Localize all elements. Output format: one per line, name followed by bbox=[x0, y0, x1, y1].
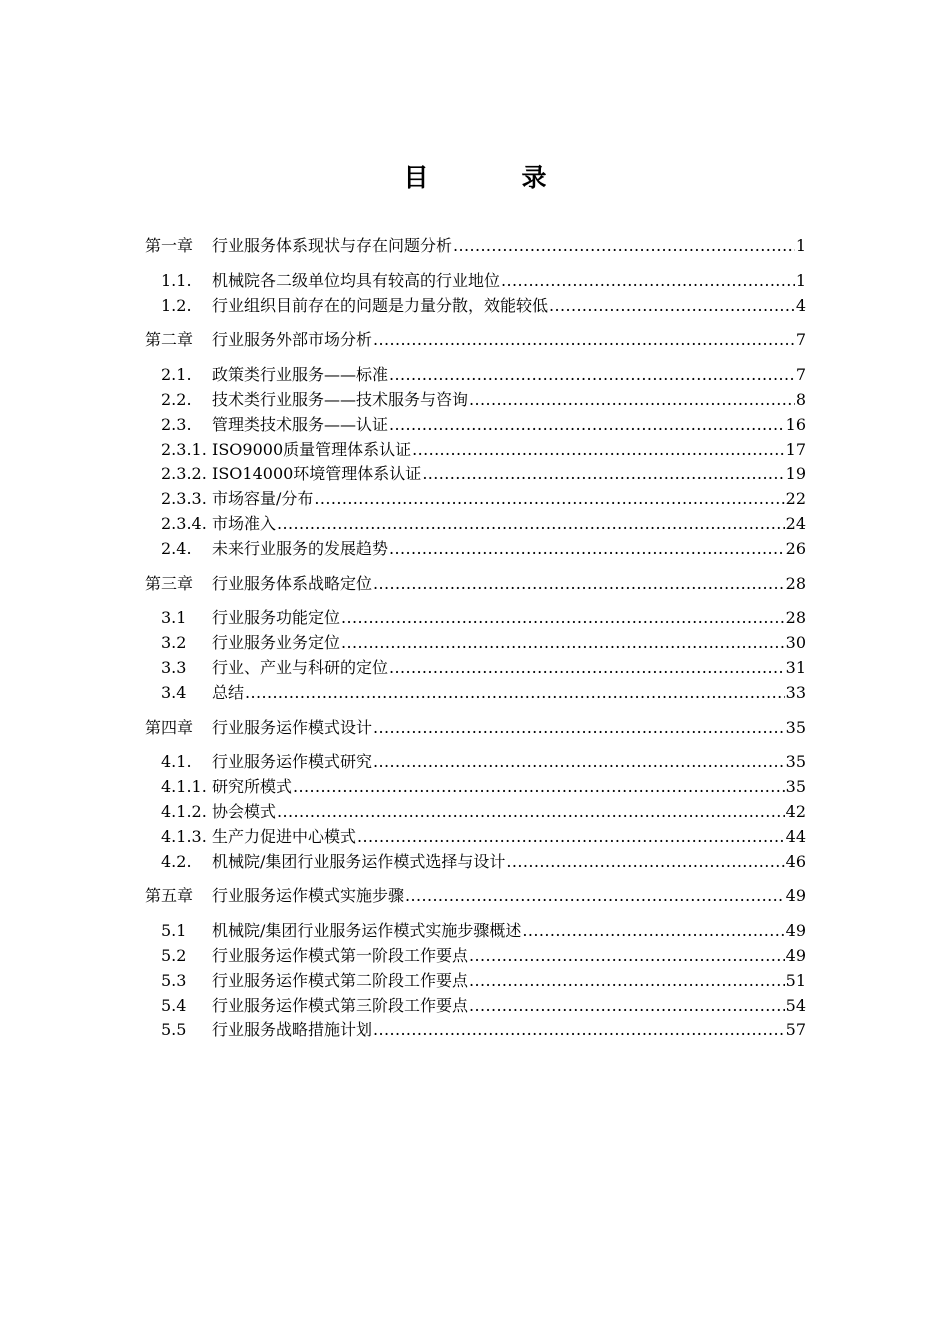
toc-section-entry[interactable] bbox=[145, 825, 806, 850]
toc-page-number: 26 bbox=[785, 538, 806, 558]
toc-page-number: 7 bbox=[795, 330, 806, 350]
toc-page-number: 35 bbox=[785, 717, 806, 737]
toc-entry-title: 行业、产业与科研的定位 bbox=[212, 657, 389, 677]
toc-section-entry[interactable] bbox=[145, 363, 806, 388]
toc-page-number: 22 bbox=[785, 489, 806, 509]
toc-leader-dots bbox=[469, 944, 785, 968]
toc-leader-dots bbox=[389, 537, 785, 561]
toc-entry-title: 机械院各二级单位均具有较高的行业地位 bbox=[212, 270, 501, 290]
toc-leader-dots bbox=[373, 716, 785, 740]
toc-entry-number: 4.1.1. bbox=[161, 777, 207, 797]
toc-entry-number: 5.1 bbox=[161, 921, 187, 941]
toc-chapter-entry[interactable] bbox=[145, 716, 806, 741]
toc-entry-title: 行业服务业务定位 bbox=[212, 633, 341, 653]
toc-leader-dots bbox=[341, 631, 785, 655]
toc-page-number: 7 bbox=[795, 365, 806, 385]
toc-entry-title: 行业服务体系现状与存在问题分析 bbox=[212, 236, 453, 255]
toc-entry-number: 3.2 bbox=[161, 633, 187, 653]
toc-entry-title: 总结 bbox=[212, 682, 245, 702]
toc-entry-number: 5.4 bbox=[161, 995, 187, 1015]
toc-leader-dots bbox=[277, 800, 785, 824]
toc-section-entry[interactable] bbox=[145, 775, 806, 800]
toc-leader-dots bbox=[389, 656, 785, 680]
toc-page-number: 17 bbox=[785, 439, 806, 459]
toc-entry-number: 2.3.3. bbox=[161, 489, 207, 509]
toc-section-entry[interactable] bbox=[145, 969, 806, 994]
toc-entry-number: 1.2. bbox=[161, 295, 192, 315]
toc-leader-dots bbox=[341, 606, 785, 630]
toc-chapter-entry[interactable] bbox=[145, 328, 806, 353]
toc-section-entry[interactable] bbox=[145, 388, 806, 413]
toc-entry-number: 1.1. bbox=[161, 270, 192, 290]
toc-entry-number: 第四章 bbox=[145, 717, 194, 737]
toc-entry-number: 3.1 bbox=[161, 608, 187, 628]
toc-section-entry[interactable] bbox=[145, 438, 806, 463]
toc-section-entry[interactable] bbox=[145, 631, 806, 656]
toc-chapter-entry[interactable] bbox=[145, 884, 806, 909]
toc-entry-number: 2.1. bbox=[161, 365, 192, 385]
toc-entry-number: 2.3.4. bbox=[161, 513, 207, 533]
toc-section-entry[interactable] bbox=[145, 462, 806, 487]
toc-entry-title: 行业服务运作模式第一阶段工作要点 bbox=[212, 945, 469, 965]
toc-section-entry[interactable] bbox=[145, 750, 806, 775]
toc-page-number: 24 bbox=[785, 513, 806, 533]
toc-section-entry[interactable] bbox=[145, 681, 806, 706]
toc-chapter-entry[interactable] bbox=[145, 234, 806, 259]
toc-entry-title: 生产力促进中心模式 bbox=[212, 826, 357, 846]
toc-leader-dots bbox=[469, 969, 785, 993]
toc-section-entry[interactable] bbox=[145, 413, 806, 438]
toc-entry-number: 4.1.3. bbox=[161, 826, 207, 846]
toc-entry-title: 管理类技术服务——认证 bbox=[212, 414, 389, 434]
toc-page-number: 16 bbox=[785, 414, 806, 434]
toc-leader-dots bbox=[277, 512, 785, 536]
toc-section-entry[interactable] bbox=[145, 944, 806, 969]
toc-entry-title: 行业服务运作模式第三阶段工作要点 bbox=[212, 995, 469, 1015]
toc-section-entry[interactable] bbox=[145, 294, 806, 319]
toc-entry-number: 第二章 bbox=[145, 330, 194, 350]
toc-leader-dots bbox=[501, 269, 795, 293]
toc-section-entry[interactable] bbox=[145, 487, 806, 512]
toc-page-number: 49 bbox=[785, 921, 806, 941]
toc-entry-number: 2.3. bbox=[161, 414, 192, 434]
toc-entry-number: 5.5 bbox=[161, 1020, 187, 1040]
toc-entry-title: ISO9000质量管理体系认证 bbox=[212, 439, 412, 459]
toc-page-number: 28 bbox=[785, 608, 806, 628]
toc-section-entry[interactable] bbox=[145, 919, 806, 944]
toc-entry-number: 3.3 bbox=[161, 657, 187, 677]
toc-entry-title: 机械院/集团行业服务运作模式选择与设计 bbox=[212, 851, 506, 871]
toc-page-number: 35 bbox=[785, 752, 806, 772]
toc-entry-title: 未来行业服务的发展趋势 bbox=[212, 538, 389, 558]
toc-leader-dots bbox=[314, 487, 784, 511]
toc-entry-title: 技术类行业服务——技术服务与咨询 bbox=[212, 389, 469, 409]
toc-entry-title: 行业服务运作模式研究 bbox=[212, 752, 373, 772]
toc-entry-number: 2.2. bbox=[161, 389, 192, 409]
toc-leader-dots bbox=[522, 919, 784, 943]
toc-entry-title: 市场准入 bbox=[212, 513, 277, 533]
toc-entry-number: 5.3 bbox=[161, 970, 187, 990]
toc-page-number: 46 bbox=[785, 851, 806, 871]
toc-section-entry[interactable] bbox=[145, 537, 806, 562]
toc-entry-number: 4.1.2. bbox=[161, 801, 207, 821]
toc-leader-dots bbox=[373, 750, 785, 774]
toc-page-number: 30 bbox=[785, 633, 806, 653]
toc-entry-number: 2.4. bbox=[161, 538, 192, 558]
toc-leader-dots bbox=[373, 328, 795, 352]
toc-entry-title: 行业服务战略措施计划 bbox=[212, 1020, 373, 1040]
toc-leader-dots bbox=[373, 572, 785, 596]
toc-leader-dots bbox=[506, 850, 784, 874]
toc-page-number: 42 bbox=[785, 801, 806, 821]
toc-entry-title: 市场容量/分布 bbox=[212, 489, 314, 509]
toc-section-entry[interactable] bbox=[145, 512, 806, 537]
toc-entry-number: 第三章 bbox=[145, 573, 194, 593]
toc-section-entry[interactable] bbox=[145, 1018, 806, 1043]
toc-leader-dots bbox=[293, 775, 785, 799]
toc-page-number: 44 bbox=[785, 826, 806, 846]
toc-entry-title: 行业服务功能定位 bbox=[212, 608, 341, 628]
toc-page-number: 1 bbox=[795, 236, 806, 255]
toc-page-number: 57 bbox=[785, 1020, 806, 1040]
toc-leader-dots bbox=[389, 413, 785, 437]
toc-entry-title: 研究所模式 bbox=[212, 777, 293, 797]
toc-leader-dots bbox=[245, 681, 785, 705]
toc-entry-title: 政策类行业服务——标准 bbox=[212, 365, 389, 385]
toc-entry-number: 3.4 bbox=[161, 682, 187, 702]
toc-page-number: 19 bbox=[785, 464, 806, 484]
toc-entry-number: 5.2 bbox=[161, 945, 187, 965]
toc-entry-number: 第五章 bbox=[145, 886, 194, 906]
toc-entry-number: 第一章 bbox=[145, 236, 194, 255]
toc-section-entry[interactable] bbox=[145, 269, 806, 294]
toc-page-number: 31 bbox=[785, 657, 806, 677]
toc-page-number: 33 bbox=[785, 682, 806, 702]
toc-entry-number: 4.2. bbox=[161, 851, 192, 871]
toc-page-number: 28 bbox=[785, 573, 806, 593]
toc-entry-number: 2.3.2. bbox=[161, 464, 207, 484]
toc-entry-title: 机械院/集团行业服务运作模式实施步骤概述 bbox=[212, 921, 522, 941]
toc-entry-title: ISO14000环境管理体系认证 bbox=[212, 464, 422, 484]
toc-leader-dots bbox=[469, 388, 795, 412]
toc-page-number: 35 bbox=[785, 777, 806, 797]
toc-page-number: 51 bbox=[785, 970, 806, 990]
toc-entry-title: 行业服务外部市场分析 bbox=[212, 330, 373, 350]
toc-page-number: 1 bbox=[795, 270, 806, 290]
toc-chapter-entry[interactable] bbox=[145, 572, 806, 597]
toc-section-entry[interactable] bbox=[145, 800, 806, 825]
toc-leader-dots bbox=[405, 884, 785, 908]
toc-page-number: 49 bbox=[785, 886, 806, 906]
toc-page-number: 8 bbox=[795, 389, 806, 409]
toc-page-number: 54 bbox=[785, 995, 806, 1015]
toc-section-entry[interactable] bbox=[145, 994, 806, 1019]
toc-section-entry[interactable] bbox=[145, 656, 806, 681]
toc-leader-dots bbox=[373, 1018, 785, 1042]
toc-entry-number: 4.1. bbox=[161, 752, 192, 772]
toc-entry-title: 行业组织目前存在的问题是力量分散，效能较低 bbox=[212, 295, 549, 315]
toc-entry-title: 行业服务运作模式设计 bbox=[212, 717, 373, 737]
toc-section-entry[interactable] bbox=[145, 850, 806, 875]
toc-entry-title: 行业服务运作模式实施步骤 bbox=[212, 886, 405, 906]
toc-entry-number: 2.3.1. bbox=[161, 439, 207, 459]
page-title: 目 录 bbox=[403, 163, 581, 192]
toc-leader-dots bbox=[412, 438, 785, 462]
toc-leader-dots bbox=[469, 994, 785, 1018]
table-of-contents bbox=[145, 234, 806, 1043]
toc-entry-title: 行业服务体系战略定位 bbox=[212, 573, 373, 593]
toc-page-number: 49 bbox=[785, 945, 806, 965]
toc-entry-title: 协会模式 bbox=[212, 801, 277, 821]
toc-section-entry[interactable] bbox=[145, 606, 806, 631]
toc-page-number: 4 bbox=[795, 295, 806, 315]
toc-leader-dots bbox=[389, 363, 795, 387]
toc-leader-dots bbox=[453, 234, 795, 258]
toc-entry-title: 行业服务运作模式第二阶段工作要点 bbox=[212, 970, 469, 990]
toc-leader-dots bbox=[357, 825, 785, 849]
toc-leader-dots bbox=[422, 462, 784, 486]
toc-leader-dots bbox=[549, 294, 795, 318]
